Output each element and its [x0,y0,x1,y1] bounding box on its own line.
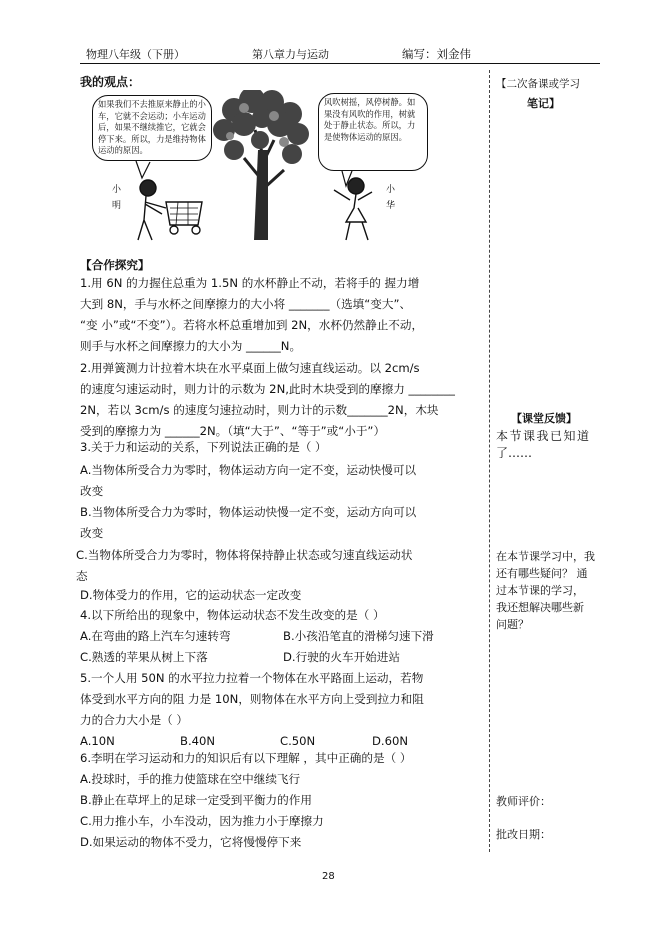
girl-drawing [334,178,372,240]
q4-stem: 4.以下所给出的现象中，物体运动状态不发生改变的是（ ） [80,608,385,622]
q6-option-b: B.静止在草坪上的足球一定受到平衡力的作用 [80,793,312,807]
q3-option-b: B.当物体所受合力为零时，物体运动快慢一定不变，运动方向可以 [80,505,417,519]
q3-option-b-cont: 改变 [80,526,104,540]
q2-line-3: 2N，若以 3cm/s 的速度匀速拉动时，则力计的示数_______2N，木块 [80,403,439,417]
q2-line-1: 2.用弹簧测力计拉着木块在水平桌面上做匀速直线运动。以 2cm/s [80,361,420,375]
section-title: 【合作探究】 [80,258,150,272]
column-divider [489,70,490,852]
label-xiaohua-1: 小 [386,185,396,195]
check-date-label: 批改日期： [496,828,551,841]
q2-line-4: 受到的摩擦力为 ______2N。（填“大于”、“等于”或“小于”） [80,424,386,438]
q2-line-2: 的速度匀速运动时，则力计的示数为 2N,此时木块受到的摩擦力 ________ [80,382,455,396]
q5-line-3: 力的合力大小是（ ） [80,713,189,727]
q5-line-2: 体受到水平方向的阻 力是 10N，则物体在水平方向上受到拉力和阻 [80,692,424,706]
q3-stem: 3.关于力和运动的关系，下列说法正确的是（ ） [80,440,327,454]
q6-stem: 6.李明在学习运动和力的知识后有以下理解 ，其中正确的是（ ） [80,751,412,765]
teacher-eval-label: 教师评价： [496,795,551,808]
q5-line-1: 5.一个人用 50N 的水平拉力拉着一个物体在水平路面上运动，若物 [80,671,424,685]
doubt-line-2: 还有哪些疑问？ 通 [496,567,588,580]
q1-line-3: “变 小”或“不变”）。若将水杯总重增加到 2N，水杯仍然静止不动， [80,318,424,332]
q1-line-1: 1.用 6N 的力握住总重为 1.5N 的水杯静止不动，若将手的 握力增 [80,276,420,290]
q1-line-2: 大到 8N，手与水杯之间摩擦力的大小将 _______（选填“变大”、 [80,297,412,311]
illustration [84,90,444,250]
doubt-line-4: 我还想解决哪些新 [496,601,584,614]
q1-line-4: 则手与水杯之间摩擦力的大小为 ______N。 [80,339,302,353]
q6-option-c: C.用力推小车，小车没动，因为推力小于摩擦力 [80,814,324,828]
speech-bubble-left: 如果我们不去推原来静止的小车，它就不会运动；小车运动后，如果不继续推它，它就会停下来。所以，力是维持物体运动的原因。 [92,95,212,161]
doubt-line-1: 在本节课学习中，我 [496,550,595,563]
q4-option-c: C.熟透的苹果从树上下落 [80,650,208,664]
q5-option-d: D.60N [372,734,409,748]
label-xiaohua-2: 华 [386,201,396,211]
viewpoint-title: 我的观点： [80,75,141,89]
feedback-line-2: 了…… [496,446,533,460]
q6-option-d: D.如果运动的物体不受力，它将慢慢停下来 [80,835,302,849]
header-course: 物理八年级（下册） [86,48,185,61]
header-author: 编写：刘金伟 [402,47,471,61]
doubt-line-3: 过本节课的学习， [496,584,584,597]
q5-option-a: A.10N [80,734,115,748]
boy-drawing [138,180,202,240]
q3-option-c: C.当物体所受合力为零时，物体将保持静止状态或匀速直线运动状 [76,548,413,562]
q6-option-a: A.投球时，手的推力使篮球在空中继续飞行 [80,772,301,786]
tree-drawing [213,90,309,240]
header-rule [80,63,600,64]
q3-option-d: D.物体受力的作用，它的运动状态一定改变 [80,588,302,602]
label-xiaoming-2: 明 [112,201,122,211]
q4-option-b: B.小孩沿笔直的滑梯匀速下滑 [283,629,434,643]
q5-option-b: B.40N [180,734,216,748]
q4-option-d: D.行驶的火车开始进站 [283,650,400,664]
notes-title-line-1: 【二次备课或学习 [496,78,580,90]
speech-bubble-right: 风吹树摇，风停树静。如果没有风吹的作用，树就处于静止状态。所以，力是使物体运动的原因。 [318,93,428,171]
doubt-line-5: 问题？ [496,618,529,631]
q3-option-c-cont: 态 [76,569,88,583]
page-number: 28 [322,871,335,882]
header-chapter: 第八章力与运动 [252,48,329,61]
q3-option-a-cont: 改变 [80,484,104,498]
feedback-line-1: 本节课我已知道 [496,429,591,443]
feedback-title: 【课堂反馈】 [511,412,577,425]
label-xiaoming-1: 小 [112,185,122,195]
q3-option-a: A.当物体所受合力为零时，物体运动方向一定不变，运动快慢可以 [80,463,417,477]
q5-option-c: C.50N [280,734,316,748]
notes-title-line-2: 笔记】 [527,97,560,110]
q4-option-a: A.在弯曲的路上汽车匀速转弯 [80,629,231,643]
